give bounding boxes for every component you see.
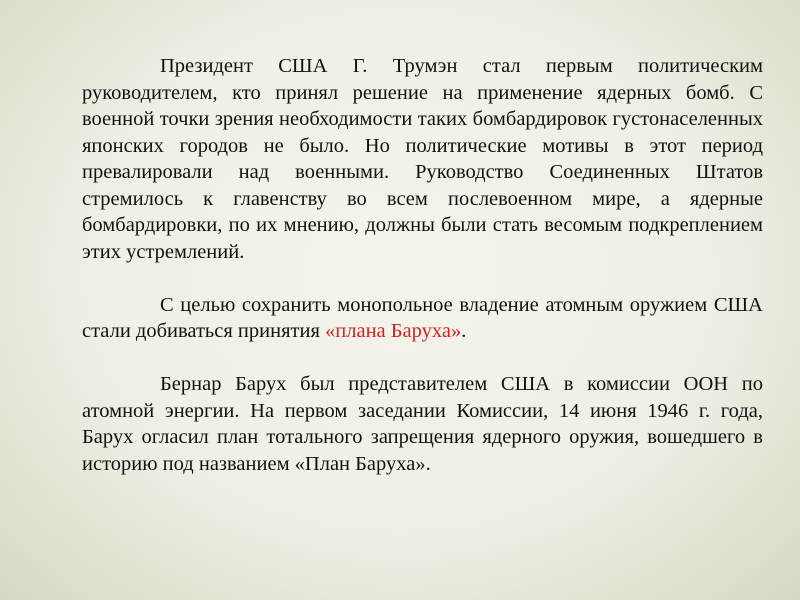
paragraph-baruch-plan-end: . <box>461 320 467 342</box>
paragraph-baruch-bio: Бернар Барух был представителем США в комиссии ООН по атомной энергии. На первом заседании Комиссии, 14 июня 1946 г. года, Барух огласил план тотального запрещения ядерного оружия, вошедшего в историю под названием «План Баруха». <box>82 373 763 475</box>
paragraph-baruch-plan-text: С целью сохранить монопольное владение атомным оружием США стали добиваться принятия <box>82 293 763 342</box>
slide-text <box>82 53 763 477</box>
paragraph-truman: Президент США Г. Трумэн стал первым политическим руководителем, кто принял решение на применение ядерных бомб. С военной точки зрения необходимости таких бомбардировок густонаселенных японских городов не было. Но политические мотивы в этот период превалировали над военными. Руководство Соединенных Штатов стремилось к главенству во всем послевоенном мире, а ядерные бомбардировки, по их мнению, должны были стать весомым подкреплением этих устремлений. <box>82 55 763 263</box>
baruch-plan-highlight: «плана Баруха» <box>325 320 462 342</box>
paragraph-baruch-plan-intro <box>82 292 763 345</box>
